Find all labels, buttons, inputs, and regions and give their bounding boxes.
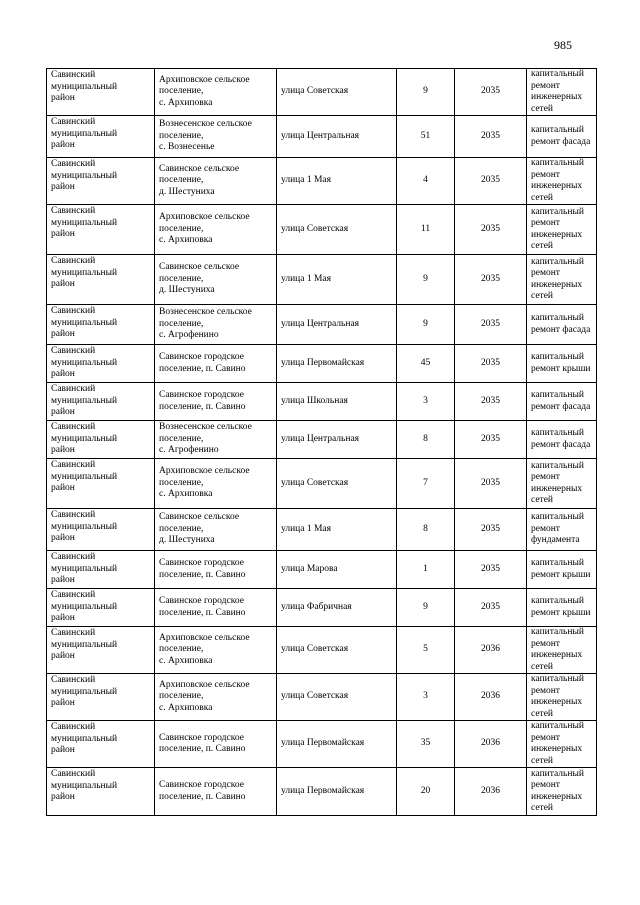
district-cell-text: Савинский муниципальный район [51, 590, 118, 623]
street-cell-text: улица Центральная [281, 130, 360, 141]
settlement-cell-text: Архиповское сельское поселение, с. Архиповка [159, 74, 250, 108]
district-cell-text: Савинский муниципальный район [51, 117, 118, 150]
district-cell-text: Савинский муниципальный район [51, 460, 118, 493]
district-cell [47, 589, 155, 627]
year-cell [455, 627, 527, 674]
street-cell-text: улица Советская [281, 223, 349, 234]
settlement-cell-text: Вознесенское сельское поселение, с. Вознесенье [159, 119, 252, 153]
street-cell-text: улица Центральная [281, 318, 360, 329]
settlement-cell-text: Савинское городское поселение, п. Савино [159, 558, 246, 580]
work-type-cell-text: капитальный ремонт инженерных сетей [531, 768, 584, 813]
district-cell-text: Савинский муниципальный район [51, 422, 118, 455]
table-row [47, 205, 597, 255]
settlement-cell [155, 674, 277, 721]
settlement-cell [155, 205, 277, 255]
street-cell-text: улица Центральная [281, 433, 360, 444]
year-cell-text: 2036 [481, 691, 500, 702]
settlement-cell [155, 509, 277, 551]
district-cell-text: Савинский муниципальный район [51, 769, 118, 802]
street-cell [277, 589, 397, 627]
district-cell-text: Савинский муниципальный район [51, 552, 118, 585]
settlement-cell-text: Савинское сельское поселение, д. Шестуниха [159, 262, 240, 296]
street-cell [277, 305, 397, 345]
house-number-cell [397, 116, 455, 158]
work-type-cell [527, 158, 597, 205]
year-cell-text: 2035 [481, 601, 500, 612]
district-cell [47, 459, 155, 509]
year-cell-text: 2035 [481, 175, 500, 186]
house-number-cell [397, 158, 455, 205]
table-row [47, 421, 597, 459]
table-row [47, 305, 597, 345]
district-cell [47, 721, 155, 768]
house-number-cell-text: 20 [420, 785, 431, 796]
street-cell-text: улица 1 Мая [281, 175, 331, 186]
house-number-cell [397, 305, 455, 345]
district-cell-text: Савинский муниципальный район [51, 206, 118, 239]
table-body [47, 69, 597, 816]
settlement-cell-text: Архиповское сельское поселение, с. Архиповка [159, 679, 250, 713]
settlement-cell-text: Архиповское сельское поселение, с. Архиповка [159, 632, 250, 666]
year-cell-text: 2035 [481, 318, 500, 329]
table-row [47, 158, 597, 205]
street-cell [277, 345, 397, 383]
district-cell [47, 383, 155, 421]
work-type-cell-text: капитальный ремонт инженерных сетей [531, 158, 584, 203]
settlement-cell [155, 305, 277, 345]
house-number-cell-text: 7 [423, 477, 428, 488]
settlement-cell-text: Вознесенское сельское поселение, с. Агрофенино [159, 307, 252, 341]
district-cell [47, 158, 155, 205]
page-number: 985 [554, 38, 572, 52]
year-cell-text: 2035 [481, 433, 500, 444]
street-cell-text: улица Школьная [281, 395, 348, 406]
year-cell [455, 205, 527, 255]
street-cell [277, 509, 397, 551]
street-cell [277, 721, 397, 768]
house-number-cell-text: 11 [420, 223, 431, 234]
district-cell [47, 627, 155, 674]
work-type-cell [527, 551, 597, 589]
work-type-cell-text: капитальный ремонт фасада [531, 390, 591, 412]
table-row [47, 627, 597, 674]
district-cell-text: Савинский муниципальный район [51, 159, 118, 192]
settlement-cell [155, 116, 277, 158]
year-cell [455, 421, 527, 459]
district-cell [47, 116, 155, 158]
settlement-cell [155, 627, 277, 674]
district-cell [47, 674, 155, 721]
street-cell [277, 674, 397, 721]
year-cell [455, 551, 527, 589]
street-cell-text: улица Советская [281, 691, 349, 702]
work-type-cell [527, 627, 597, 674]
work-type-cell [527, 721, 597, 768]
work-type-cell-text: капитальный ремонт крыши [531, 596, 591, 618]
house-number-cell [397, 205, 455, 255]
work-type-cell [527, 674, 597, 721]
year-cell [455, 345, 527, 383]
street-cell [277, 69, 397, 116]
year-cell [455, 158, 527, 205]
street-cell-text: улица Фабричная [281, 601, 352, 612]
district-cell-text: Савинский муниципальный район [51, 346, 118, 379]
settlement-cell [155, 459, 277, 509]
street-cell-text: улица 1 Мая [281, 273, 331, 284]
settlement-cell [155, 589, 277, 627]
year-cell-text: 2035 [481, 395, 500, 406]
year-cell-text: 2035 [481, 223, 500, 234]
work-type-cell [527, 69, 597, 116]
house-number-cell [397, 674, 455, 721]
table-row [47, 589, 597, 627]
table-row [47, 459, 597, 509]
district-cell [47, 305, 155, 345]
year-cell-text: 2035 [481, 273, 500, 284]
settlement-cell-text: Савинское городское поселение, п. Савино [159, 352, 246, 374]
table-row [47, 674, 597, 721]
year-cell-text: 2036 [481, 785, 500, 796]
house-number-cell [397, 589, 455, 627]
district-cell-text: Савинский муниципальный район [51, 256, 118, 289]
house-number-cell [397, 383, 455, 421]
house-number-cell [397, 345, 455, 383]
house-number-cell-text: 8 [423, 433, 428, 444]
table-row [47, 345, 597, 383]
table-row [47, 69, 597, 116]
house-number-cell-text: 9 [423, 318, 428, 329]
settlement-cell [155, 158, 277, 205]
work-type-cell [527, 383, 597, 421]
settlement-cell [155, 768, 277, 816]
work-type-cell [527, 116, 597, 158]
street-cell [277, 421, 397, 459]
house-number-cell [397, 421, 455, 459]
year-cell-text: 2036 [481, 644, 500, 655]
table-row [47, 509, 597, 551]
settlement-cell-text: Архиповское сельское поселение, с. Архиповка [159, 466, 250, 500]
work-type-cell [527, 421, 597, 459]
house-number-cell-text: 5 [423, 644, 428, 655]
year-cell-text: 2036 [481, 738, 500, 749]
year-cell [455, 255, 527, 305]
street-cell [277, 158, 397, 205]
district-cell [47, 509, 155, 551]
work-type-cell-text: капитальный ремонт фасада [531, 313, 591, 335]
settlement-cell-text: Савинское городское поселение, п. Савино [159, 390, 246, 412]
work-type-cell-text: капитальный ремонт фундамента [531, 512, 584, 546]
street-cell-text: улица 1 Мая [281, 523, 331, 534]
year-cell [455, 589, 527, 627]
district-cell [47, 551, 155, 589]
street-cell-text: улица Первомайская [281, 785, 365, 796]
house-number-cell-text: 4 [423, 175, 428, 186]
street-cell-text: улица Первомайская [281, 357, 365, 368]
year-cell [455, 768, 527, 816]
district-cell-text: Савинский муниципальный район [51, 510, 118, 543]
house-number-cell [397, 721, 455, 768]
work-type-cell-text: капитальный ремонт крыши [531, 558, 591, 580]
table-row [47, 383, 597, 421]
district-cell [47, 205, 155, 255]
street-cell-text: улица Советская [281, 477, 349, 488]
year-cell [455, 721, 527, 768]
street-cell-text: улица Марова [281, 563, 338, 574]
work-type-cell-text: капитальный ремонт инженерных сетей [531, 460, 584, 505]
work-type-cell-text: капитальный ремонт инженерных сетей [531, 69, 584, 114]
district-cell-text: Савинский муниципальный район [51, 722, 118, 755]
house-number-cell [397, 69, 455, 116]
settlement-cell [155, 721, 277, 768]
district-cell [47, 345, 155, 383]
house-number-cell-text: 1 [423, 563, 428, 574]
year-cell [455, 509, 527, 551]
district-cell [47, 69, 155, 116]
street-cell-text: улица Первомайская [281, 738, 365, 749]
work-type-cell [527, 305, 597, 345]
year-cell-text: 2035 [481, 563, 500, 574]
table-row [47, 255, 597, 305]
street-cell [277, 255, 397, 305]
year-cell-text: 2035 [481, 130, 500, 141]
work-type-cell [527, 459, 597, 509]
house-number-cell-text: 9 [423, 601, 428, 612]
settlement-cell [155, 345, 277, 383]
work-type-cell-text: капитальный ремонт инженерных сетей [531, 206, 584, 251]
settlement-cell [155, 69, 277, 116]
work-type-cell [527, 255, 597, 305]
settlement-cell-text: Савинское городское поселение, п. Савино [159, 732, 246, 754]
house-number-cell-text: 51 [420, 130, 431, 141]
work-type-cell-text: капитальный ремонт инженерных сетей [531, 256, 584, 301]
table-row [47, 551, 597, 589]
house-number-cell-text: 3 [423, 691, 428, 702]
district-cell [47, 255, 155, 305]
year-cell-text: 2035 [481, 477, 500, 488]
table-row [47, 116, 597, 158]
year-cell [455, 459, 527, 509]
year-cell [455, 674, 527, 721]
year-cell [455, 69, 527, 116]
street-cell [277, 383, 397, 421]
work-type-cell [527, 768, 597, 816]
street-cell [277, 627, 397, 674]
settlement-cell [155, 421, 277, 459]
year-cell-text: 2035 [481, 523, 500, 534]
settlement-cell [155, 383, 277, 421]
settlement-cell-text: Вознесенское сельское поселение, с. Агрофенино [159, 422, 252, 456]
table-row [47, 768, 597, 816]
year-cell [455, 305, 527, 345]
house-number-cell [397, 255, 455, 305]
house-number-cell [397, 551, 455, 589]
street-cell-text: улица Советская [281, 644, 349, 655]
district-cell-text: Савинский муниципальный район [51, 628, 118, 661]
street-cell [277, 116, 397, 158]
settlement-cell-text: Савинское сельское поселение, д. Шестуниха [159, 512, 240, 546]
house-number-cell-text: 9 [423, 86, 428, 97]
house-number-cell [397, 627, 455, 674]
house-number-cell-text: 35 [420, 738, 431, 749]
work-type-cell-text: капитальный ремонт крыши [531, 352, 591, 374]
district-cell-text: Савинский муниципальный район [51, 70, 118, 103]
work-type-cell [527, 589, 597, 627]
district-cell [47, 768, 155, 816]
work-type-cell [527, 345, 597, 383]
table-row [47, 721, 597, 768]
district-cell [47, 421, 155, 459]
house-number-cell-text: 3 [423, 395, 428, 406]
house-number-cell-text: 45 [420, 357, 431, 368]
work-type-cell-text: капитальный ремонт инженерных сетей [531, 627, 584, 672]
work-type-cell-text: капитальный ремонт фасада [531, 125, 591, 147]
settlement-cell-text: Савинское сельское поселение, д. Шестуниха [159, 163, 240, 197]
district-cell-text: Савинский муниципальный район [51, 384, 118, 417]
work-type-cell-text: капитальный ремонт инженерных сетей [531, 674, 584, 719]
house-number-cell [397, 509, 455, 551]
street-cell-text: улица Советская [281, 86, 349, 97]
housing-repair-table [46, 68, 597, 816]
work-type-cell [527, 509, 597, 551]
settlement-cell [155, 551, 277, 589]
year-cell [455, 383, 527, 421]
settlement-cell-text: Савинское городское поселение, п. Савино [159, 596, 246, 618]
year-cell [455, 116, 527, 158]
street-cell [277, 205, 397, 255]
district-cell-text: Савинский муниципальный район [51, 675, 118, 708]
work-type-cell-text: капитальный ремонт инженерных сетей [531, 721, 584, 766]
house-number-cell [397, 768, 455, 816]
work-type-cell [527, 205, 597, 255]
settlement-cell-text: Архиповское сельское поселение, с. Архиповка [159, 212, 250, 246]
street-cell [277, 551, 397, 589]
house-number-cell-text: 8 [423, 523, 428, 534]
street-cell [277, 768, 397, 816]
district-cell-text: Савинский муниципальный район [51, 306, 118, 339]
settlement-cell [155, 255, 277, 305]
house-number-cell [397, 459, 455, 509]
settlement-cell-text: Савинское городское поселение, п. Савино [159, 780, 246, 802]
house-number-cell-text: 9 [423, 273, 428, 284]
year-cell-text: 2035 [481, 357, 500, 368]
year-cell-text: 2035 [481, 86, 500, 97]
street-cell [277, 459, 397, 509]
work-type-cell-text: капитальный ремонт фасада [531, 428, 591, 450]
